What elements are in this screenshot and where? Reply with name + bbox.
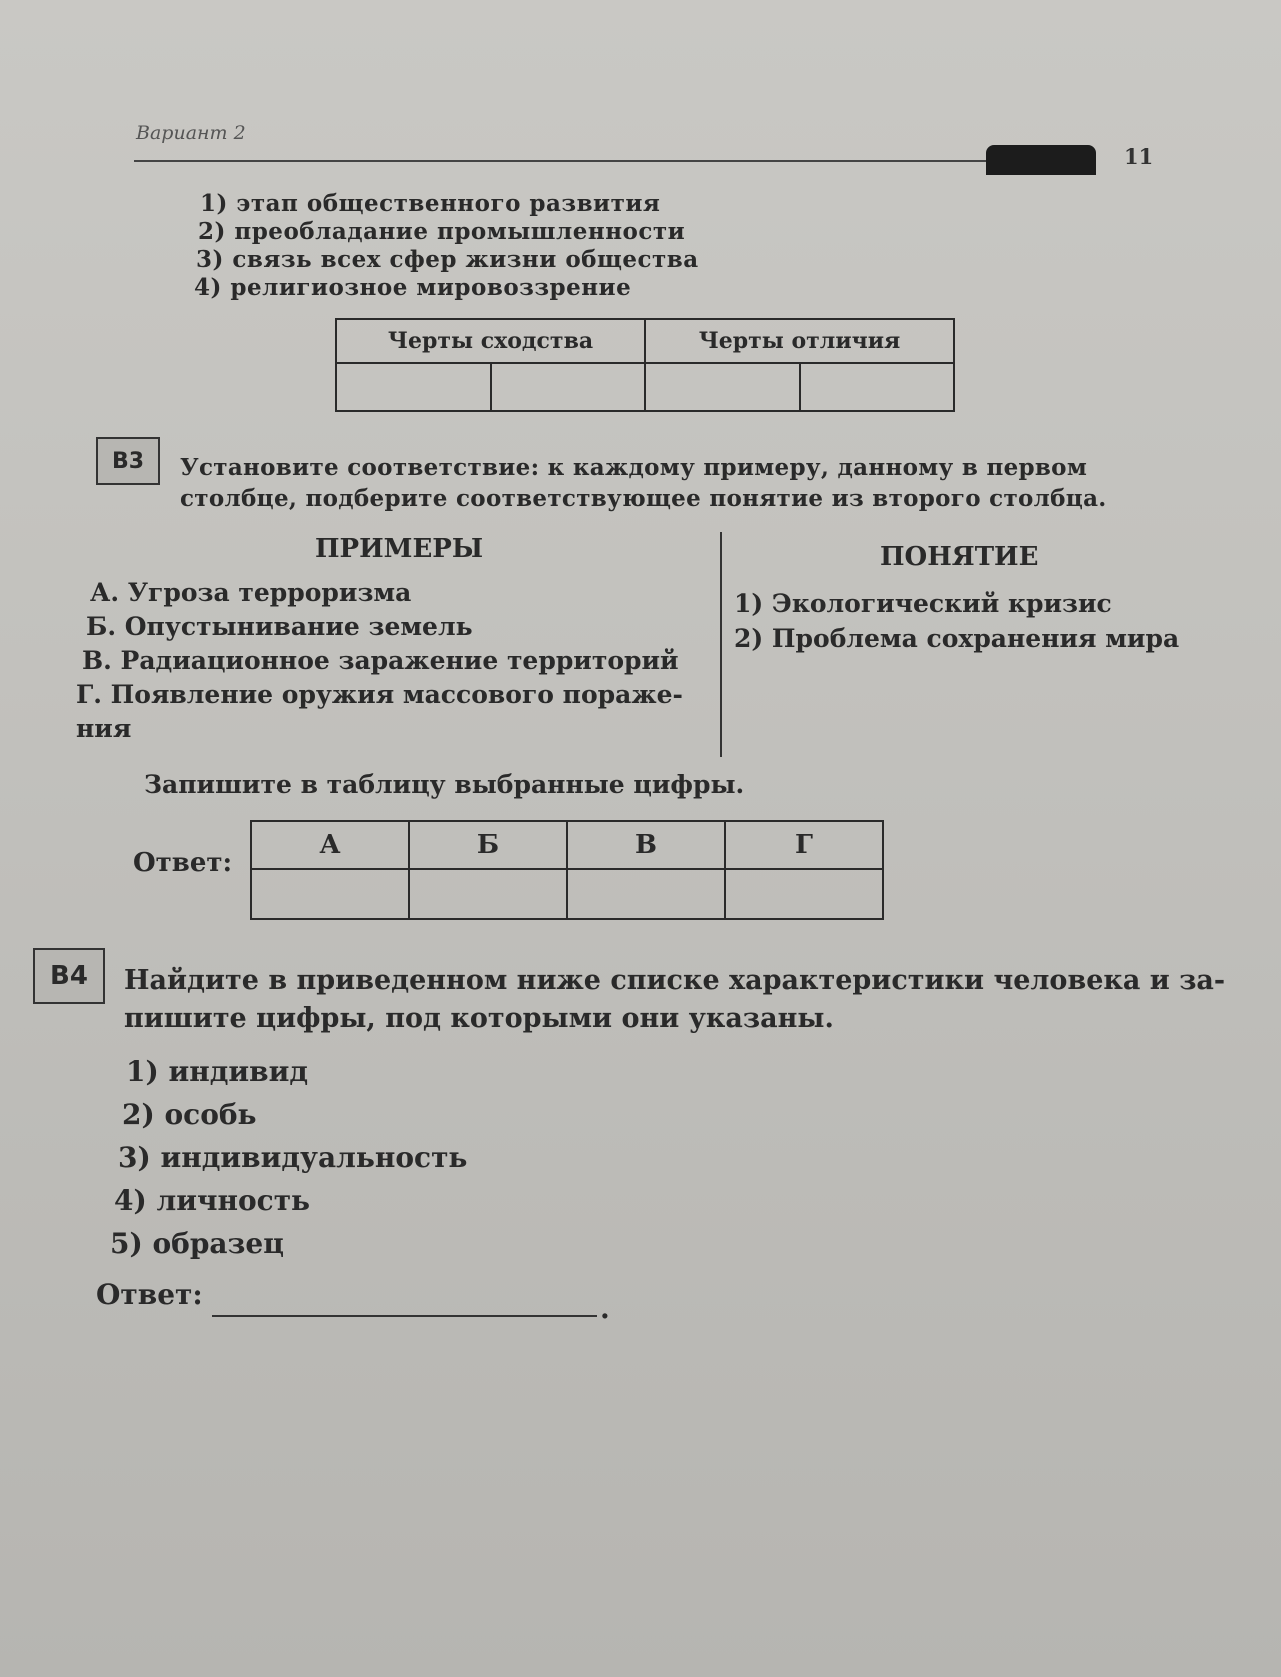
answer-label: Ответ: [133, 848, 233, 878]
list-item: 5) образец [110, 1227, 284, 1260]
answer-col-b: Б [409, 821, 567, 869]
example-item: В. Радиационное заражение территорий [82, 646, 679, 675]
instruction-text: Запишите в таблицу выбранные цифры. [144, 770, 745, 799]
header-rule [134, 160, 1094, 162]
column-divider [720, 532, 722, 757]
answer-cell[interactable] [567, 869, 725, 919]
option-2: 2) преобладание промышленности [198, 218, 686, 245]
option-4: 4) религиозное мировоззрение [194, 274, 632, 301]
answer-col-g: Г [725, 821, 883, 869]
answer-table [250, 820, 884, 920]
answer-cell[interactable] [336, 363, 491, 411]
list-item: 4) личность [114, 1184, 311, 1217]
examples-list [72, 576, 712, 746]
b4-answer-line[interactable] [212, 1315, 597, 1317]
answer-period: . [600, 1292, 610, 1325]
answer-cell[interactable] [409, 869, 567, 919]
answer-cell[interactable] [800, 363, 955, 411]
page-number: 11 [1124, 144, 1154, 169]
concepts-heading: ПОНЯТИЕ [880, 542, 1039, 572]
question-badge-b3: В3 [96, 437, 160, 485]
example-item: А. Угроза терроризма [90, 578, 412, 607]
answer-cell[interactable] [491, 363, 646, 411]
answer-cell[interactable] [645, 363, 800, 411]
examples-heading: ПРИМЕРЫ [315, 534, 484, 564]
similarities-differences-table [335, 318, 955, 412]
concept-item: 1) Экологический кризис [734, 589, 1112, 618]
option-3: 3) связь всех сфер жизни общества [196, 246, 699, 273]
list-item: 2) особь [122, 1098, 257, 1131]
answer-col-a: А [251, 821, 409, 869]
header-decoration [986, 145, 1096, 175]
list-item: 3) индивидуальность [118, 1141, 468, 1174]
list-item: 1) индивид [126, 1055, 309, 1088]
option-1: 1) этап общественного развития [200, 190, 661, 217]
variant-title: Вариант 2 [136, 122, 246, 144]
example-item: Г. Появление оружия массового пораже-ния [76, 680, 683, 743]
answer-cell[interactable] [251, 869, 409, 919]
previous-question-options [194, 190, 699, 302]
question-badge-b4: В4 [33, 948, 105, 1004]
question-b3-text: Установите соответствие: к каждому примеру, данному в первом столбце, подберите соответствующее понятие из второго столбца. [180, 454, 1107, 512]
question-b4-text: Найдите в приведенном ниже списке характеристики человека и за-пишите цифры, под которыми они указаны. [124, 965, 1226, 1034]
concepts-list [734, 586, 1179, 656]
similarities-header: Черты сходства [336, 319, 645, 363]
characteristics-list [112, 1050, 467, 1265]
differences-header: Черты отличия [645, 319, 954, 363]
concept-item: 2) Проблема сохранения мира [734, 624, 1180, 653]
answer-cell[interactable] [725, 869, 883, 919]
b4-answer-label: Ответ: [96, 1278, 203, 1311]
answer-col-v: В [567, 821, 725, 869]
example-item: Б. Опустынивание земель [86, 612, 473, 641]
